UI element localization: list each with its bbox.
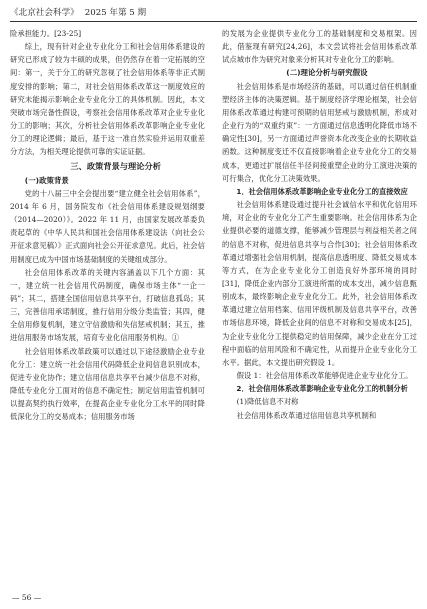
- paragraph: 综上，现有针对企业专业化分工和社会信用体系建设的研究已形成了较为丰硕的成果，但仍然存在着一定拓展的空间：第一，关于分工的研究忽视了社会信用体系等非正式制度安排的影响；第二，对社会信用体系改革这一制度效应的研究未能揭示影响企业专业化分工的具体机制。因此，本文突破市场完备性假设，考察社会信用体系改革对企业专业化分工的影响；其次，分析社会信用体系改革影响企业专业化分工的理论逻辑；最后，基于这一准自然实验并运用双重差分方法，为相关理论提供可靠的实证证据。: [10, 42, 205, 157]
- subsection-heading: (二)理论分析与研究假设: [286, 68, 368, 78]
- minor-heading: (1)降低信息不对称: [236, 397, 299, 407]
- paragraph: 社会信用体系改革的关键内容涵盖以下几个方面：其一，建立统一社会信用代码制度，确保市场主体“一企一码”；其二，搭建全国信用信息共享平台，打破信息孤岛；其三，完善信用承诺制度，推行信用分级分类监管；其四，健全信用修复机制，建立守信激励和失信惩戒机制；其五，推进信用服务市场发展，培育专业化信用服务机构。①: [10, 267, 205, 343]
- paragraph: 社会信用体系改革政策可以通过以下途径激励企业专业化分工：建立统一社会信用代码降低企业间信息识别成本，促进专业化协作；建立信用信息共享平台减少信息不对称，降低专业化分工面对的信息不确定性；制定信用监管机制可以提高契约执行效率，在提高企业专业化分工水平的同时降低深化分工的交易成本；信用服务市场: [10, 346, 205, 422]
- hypothesis: 假设 1：社会信用体系改革能够促进企业专业化分工。: [236, 371, 413, 381]
- running-header: [10, 6, 417, 20]
- journal-name: 《北京社会科学》: [10, 8, 79, 18]
- paragraph: 社会信用体系是市场经济的基础，可以通过信任机制重塑经济主体的决策逻辑。基于制度经济学理论框架，社会信用体系改革通过构建可预期的信用惩戒与激励机制，形成对企业行为的“双重约束”：一方面通过信息透明化降低市场不确定性[30]，另一方面通过声誉资本化改变企业的长期收益函数。这种制度变迁不仅直接影响着企业专业化分工的交易成本，更通过扩展信任半径间接重塑企业的分工演进决策的可行集合，优化分工决策效果。: [222, 81, 417, 183]
- paragraph: 的发展为企业提供专业化分工的基础制度和交易框架。因此，借鉴现有研究[24,26]，本文尝试将社会信用体系改革试点城市作为研究对象来分析其对专业化分工的影响。: [222, 29, 417, 65]
- paragraph: 党的十八届三中全会提出要“建立健全社会信用体系”，2014 年 6 月，国务院发布《社会信用体系建设规划纲要（2014—2020）》。2022 年 11 月，由国家发展改革委负责起草的《中华人民共和国社会信用体系建设法（向社会公开征求意见稿）》正式面向社会公开征求意见。此后，社会信用制度已成为中国市场基础制度的关键组成部分。: [10, 188, 205, 264]
- mechanism-heading: 2．社会信用体系改革影响企业专业化分工的机制分析: [236, 384, 408, 394]
- issue-number: 2025 年第 5 期: [84, 8, 147, 18]
- paragraph: 险承担能力。[23-25]: [10, 29, 82, 38]
- paragraph: 社会信用体系建设通过提升社会诚信水平和优化信用环境，对企业的专业化分工产生重要影响。社会信用体系为企业提供必要的道德支撑，能够减少管理层与利益相关者之间的信息不对称，促进信息共享与合作[30]；社会信用体系改革通过增强社会信用机制，提高信息透明度、降低交易成本等方式，在为企业专业化分工创造良好外部环境的同时[31]，降低企业内部分工演进所需的成本支出，减少信息甄别成本，最终影响企业专业化分工。此外，社会信用体系改革通过建立信用档案、信用评级机制及信息共享平台，改善市场信息环境，降低企业间的信息不对称和交易成本[25]，为企业专业化分工提供稳定的信用保障，减少企业在分工过程中面临的信用风险和不确定性，从而提升企业专业化分工水平。据此，本文提出研究假设 1。: [222, 200, 417, 367]
- subsection-heading: (一)政策背景: [24, 175, 69, 185]
- header-rule: [10, 21, 417, 22]
- paragraph: 社会信用体系改革通过信用信息共享机制和: [236, 410, 377, 420]
- mechanism-heading: 1．社会信用体系改革影响企业专业化分工的直接效应: [236, 186, 408, 196]
- right-column: [222, 27, 417, 422]
- section-heading: 三、政策背景与理论分析: [70, 160, 161, 171]
- page-number: — 56 —: [12, 593, 42, 602]
- left-column: [10, 27, 205, 424]
